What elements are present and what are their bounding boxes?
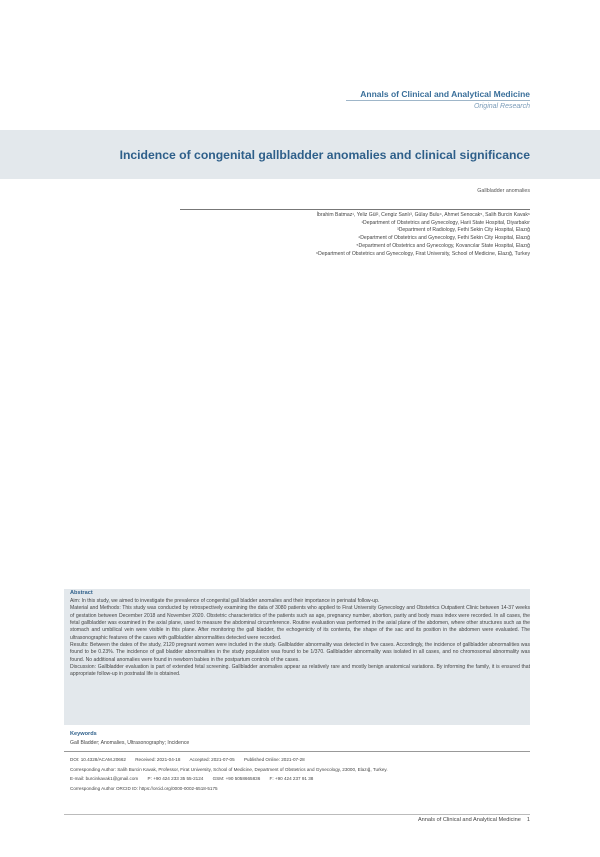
article-info [70,755,388,793]
doi: DOI: 10.4328/ACAM.20662 [70,757,126,762]
affiliation-1: ¹Department of Obstetrics and Gynecology, Harii State Hospital, Diyarbakır [361,219,530,226]
orcid: Corresponding Author ORCID ID: https://orcid.org/0000-0002-6518-5175 [70,785,218,791]
author-block [316,212,530,258]
article-title: Incidence of congenital gallbladder anomalies and clinical significance [119,148,530,162]
abstract-body [70,598,530,679]
contact-line [70,774,388,784]
author-list: İbrahim Batmaz¹, Yeliz Gül², Cengiz Sanlı³, Gülay Bulu⁴, Ahmet Senocak⁵, Salih Burcin Kavak⁶ [316,212,530,218]
dates-line [70,755,388,765]
abstract-aim: Aim: In this study, we aimed to investigate the prevalence of congenital gall bladder anomalies and their importance in perinatal follow-up. [70,598,380,604]
email: E-mail: burcinkavak1@gmail.com [70,776,139,781]
accepted-date: Accepted: 2021-07-05 [189,757,235,762]
gsm: GSM: +90 5058665836 [212,776,261,781]
keywords-text: Gall Bladder; Anomalies, Ultrasonography; Incidence [70,740,190,746]
abstract-heading: Abstract [70,590,93,596]
page-number: 1 [526,817,530,823]
abstract-methods: Material and Methods: This study was conducted by retrospectively examining the data of 3080 patients who applied to Firat University Gynecology and Obstetrics Outpatient Clinic between 14-37 weeks of gestation between December 2018 and November 2020. Obstetric characteristics of the patients such as age, pregnancy number, abortion, parity and body mass index were recorded. In all cases, the fetal gallbladder was examined in the axial plane, used to measure the abdominal circumference. Routine evaluation was performed in the axial plane of the abdomen, where other structures such as the stomach and umbilical vein were visible in this plane. After monitoring the gall bladder, the echogenicity of its contents, the shape of the sac and its position in the abdomen were evaluated. The ultrasonographic features of the cases with gallbladder abnormalities detected were recorded. [70,605,530,641]
corresponding-author: Corresponding Author: Salih Burcin Kavak, Professor, Firat University, School of Medicine, Department of Obstetrics and Gynecology, 23000, Elazığ, Turkey. [70,766,388,772]
phone: P: +90 424 233 35 55-2124 [147,776,204,781]
received-date: Received: 2021-04-18 [135,757,181,762]
affiliation-3: ³Department of Radiology, Fethi Sekin City Hospital, Elazığ [397,227,530,234]
page-footer [418,817,530,823]
abstract-results: Results: Between the dates of the study, 2120 pregnant women were included in the study. Gallbladder abnormality was detected in five cases. Accordingly, the incidence of gallbladder abnormalities was found to be 0.23%. The incidence of gall bladder abnormalities in the study population was found to be 1/370. Gallbladder abnormality was isolated in all cases, and no chromosomal abnormality was found. No additional anomalies were found in newborn babies in the postpartum controls of the cases. [70,642,530,663]
header-rule [346,100,530,101]
journal-name: Annals of Clinical and Analytical Medicine [360,89,530,99]
affiliation-6: ⁶Department of Obstetrics and Gynecology, Firat University, School of Medicine, Elazığ, Turkey [316,250,530,257]
keywords-heading: Keywords [70,731,97,737]
footer-rule [64,814,530,815]
footer-journal: Annals of Clinical and Analytical Medicine [417,817,521,823]
running-title: Gallbladder anomalies [477,188,530,194]
affiliation-4: ⁴Department of Obstetrics and Gynecology, Fethi Sekin City Hospital, Elazığ [358,235,530,242]
article-type: Original Research [473,103,530,110]
keywords-rule [64,751,530,752]
affiliation-5: ⁵Department of Obstetrics and Gynecology, Kovancılar State Hospital, Elazığ [356,242,530,249]
abstract-discussion: Discussion: Gallbladder evaluation is part of extended fetal screening. Gallbladder anomalies appear as relatively rare and mostly benign anatomical variations. By informing the family, it is ensured that appropriate follow-up in postnatal life is obtained. [70,664,530,678]
fax: F: +90 424 237 91 38 [269,776,314,781]
published-date: Published Online: 2021-07-28 [243,757,305,762]
affiliation-rule [180,209,530,210]
